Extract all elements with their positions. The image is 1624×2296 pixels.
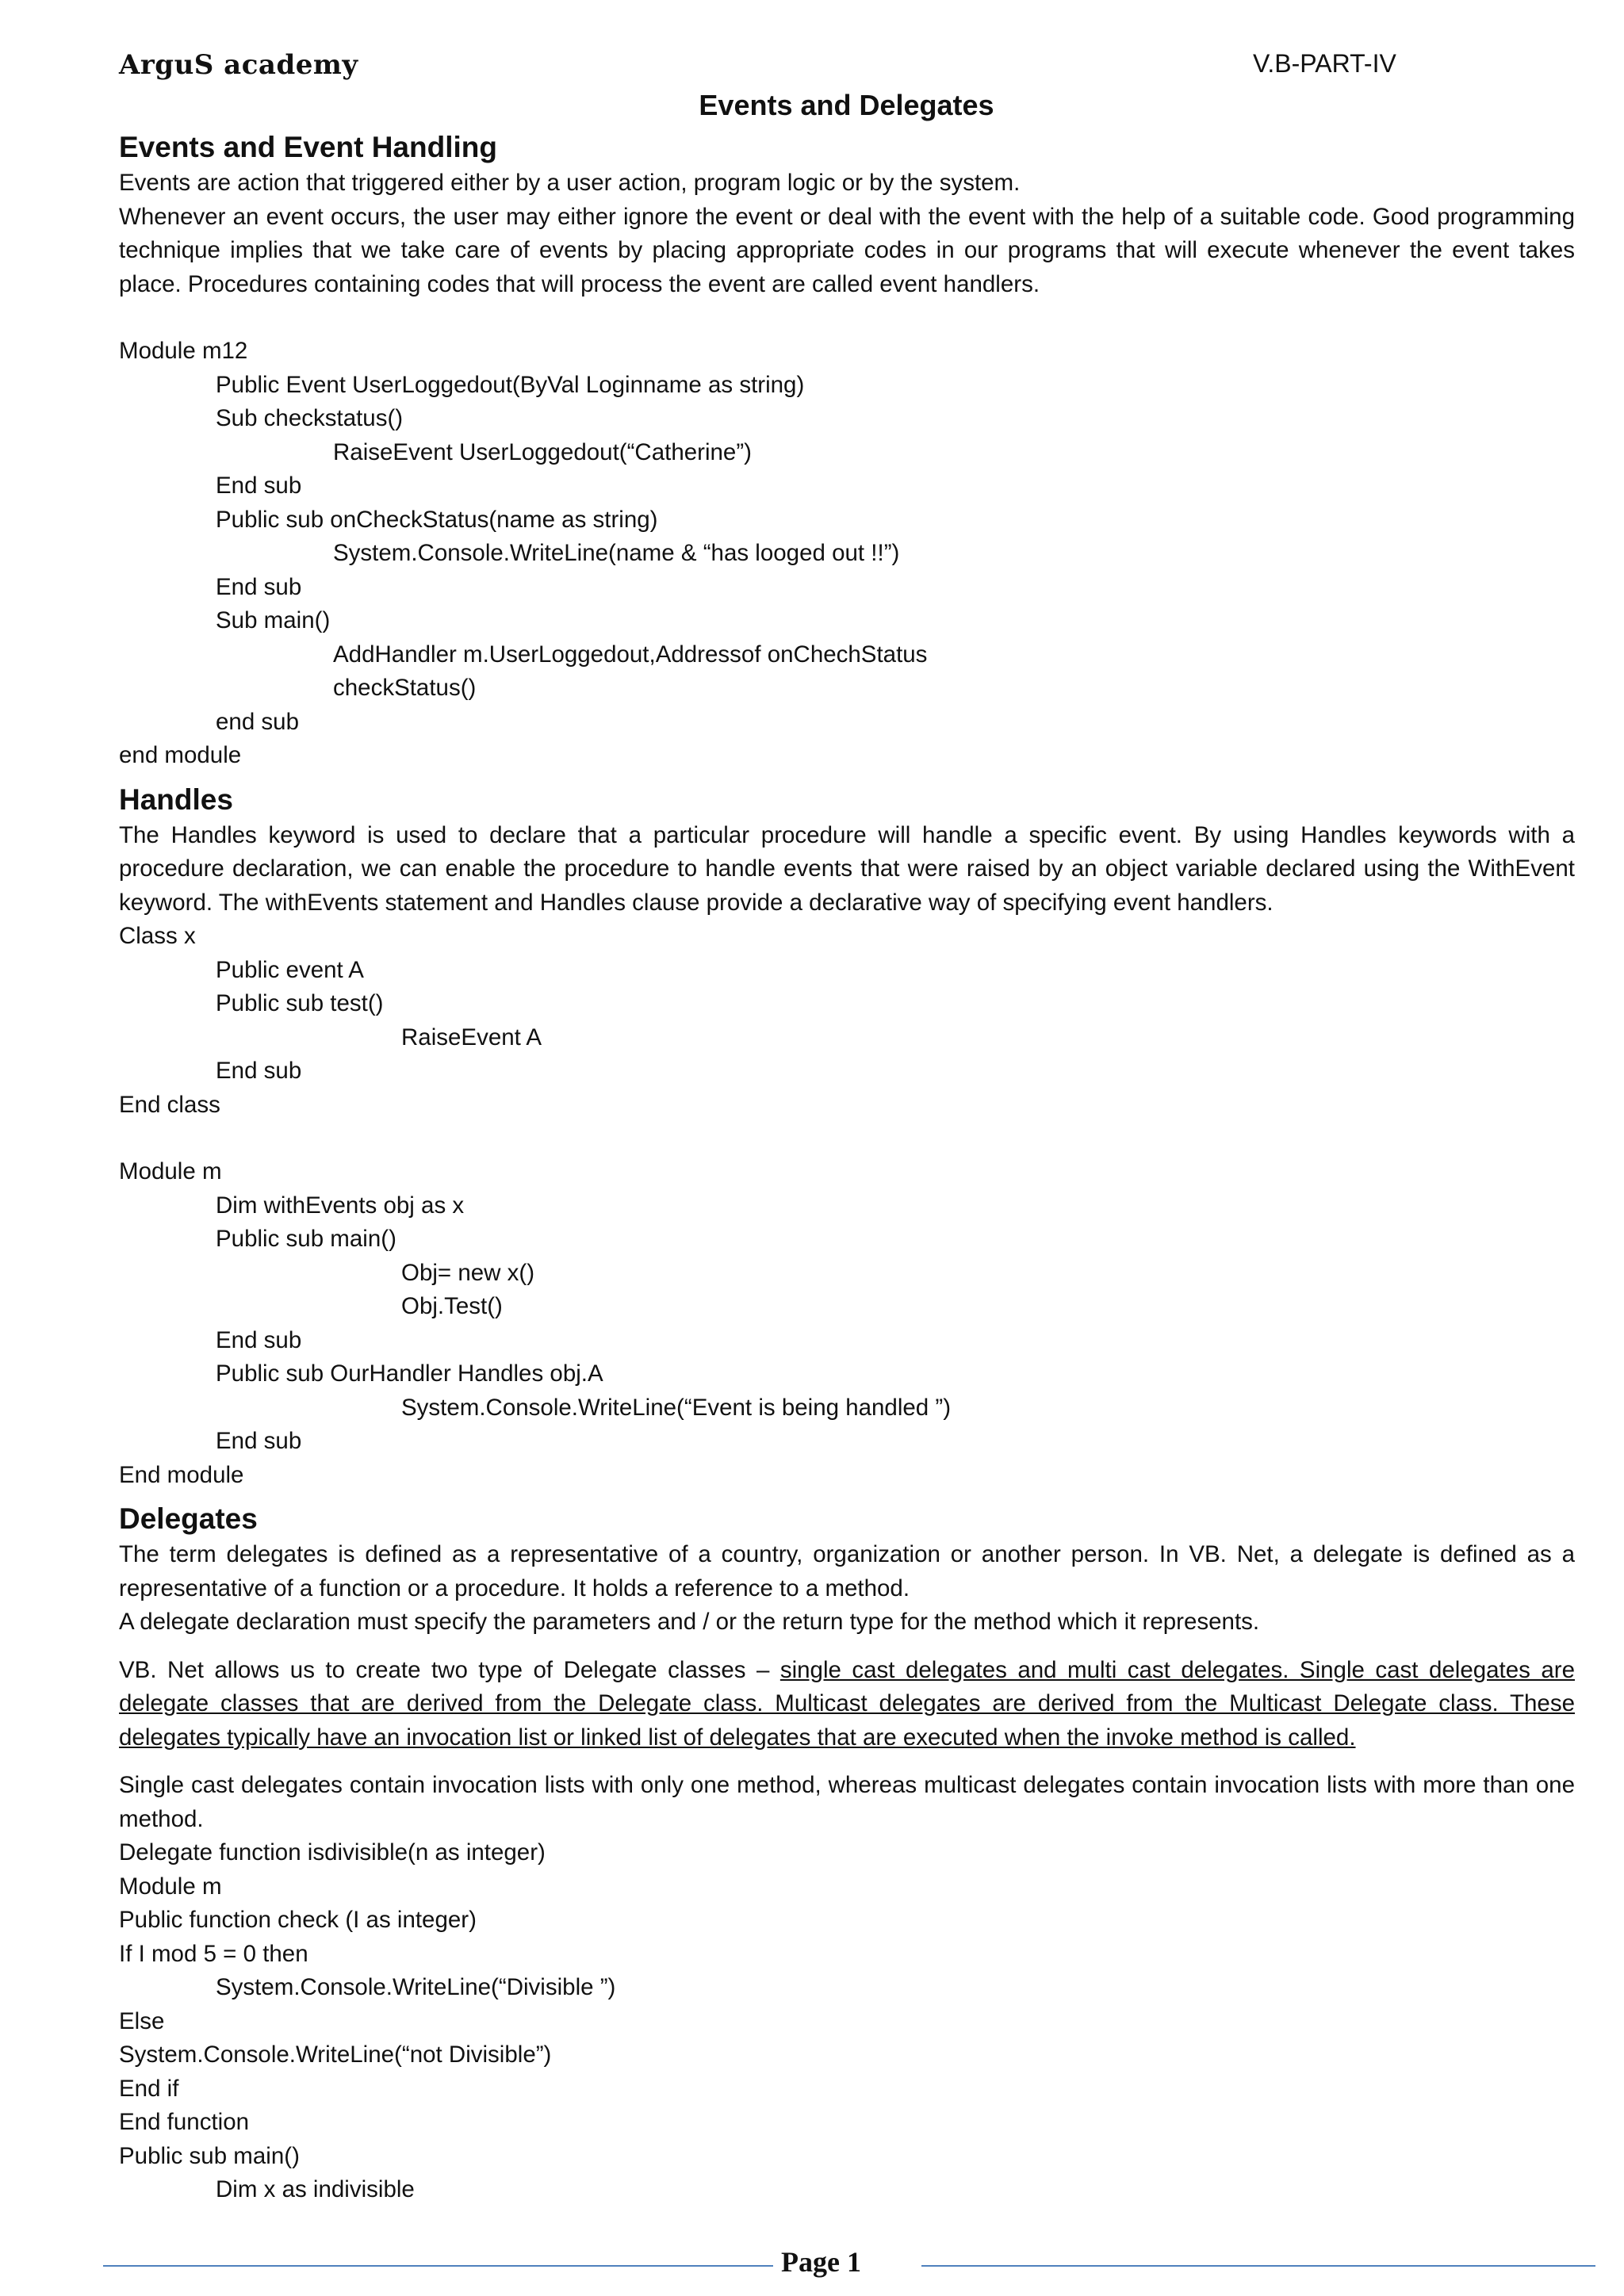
code-line: Public sub onCheckStatus(name as string) [216,506,658,533]
code-line: End sub [216,473,302,499]
document-title: Events and Delegates [699,89,994,121]
page-number: Page 1 [781,2246,861,2278]
code-line: Module m12 [119,338,248,364]
code-line: End sub [216,1428,302,1454]
code-line: Public sub main() [216,1226,396,1252]
code-line: Module m [119,1158,222,1184]
code-block-delegates [119,1836,1575,2207]
part-label: V.B-PART-IV [1253,49,1396,78]
code-line: End module [119,1461,244,1488]
code-line: Public event A [216,956,364,983]
code-line: System.Console.WriteLine(name & “has looged out !!”) [333,540,900,566]
code-line: End sub [216,573,302,600]
code-line: Obj= new x() [401,1259,535,1286]
code-line: RaiseEvent UserLoggedout(“Catherine”) [333,438,752,465]
code-line: Class x [119,923,196,949]
code-line: Module m [119,1873,222,1900]
code-line: Public Event UserLoggedout(ByVal Loginname as string) [216,371,805,398]
section-heading-events: Events and Event Handling [119,131,497,163]
delegates-types-paragraph [119,1654,1575,1755]
footer-rule-left [103,2265,773,2267]
code-line: Else [119,2007,165,2034]
document-body [119,128,1575,2207]
code-line: If I mod 5 = 0 then [119,1940,308,1967]
footer-rule-right [921,2265,1595,2267]
code-line: End if [119,2075,179,2102]
delegates-declaration: A delegate declaration must specify the parameters and / or the return type for the method which it represents. [119,1609,1260,1635]
code-line: End function [119,2109,250,2135]
code-line: End sub [216,1058,302,1084]
events-paragraph: Whenever an event occurs, the user may either ignore the event or deal with the event with the help of a suitable code. Good programming technique implies that we take care of events by placing appropriate codes in our programs that will execute whenever the event takes place. Procedures containing codes that will process the event are called event handlers. [119,203,1575,297]
code-line: checkStatus() [333,675,477,701]
section-heading-delegates: Delegates [119,1502,258,1535]
code-line: System.Console.WriteLine(“Divisible ”) [216,1974,616,2000]
code-line: Dim withEvents obj as x [216,1192,465,1219]
code-line: Public function check (I as integer) [119,1907,477,1933]
code-line: Sub main() [216,607,331,633]
code-line: AddHandler m.UserLoggedout,Addressof onChechStatus [333,641,928,668]
code-line: Sub checkstatus() [216,405,404,431]
code-line: Public sub main() [119,2142,300,2169]
code-line: end module [119,742,242,768]
delegates-invocation-paragraph: Single cast delegates contain invocation lists with only one method, whereas multicast delegates contain invocation lists with more than one method. [119,1772,1575,1832]
delegates-types-intro: VB. Net allows us to create two type of Delegate classes – [119,1656,780,1683]
code-line: Public sub test() [216,990,384,1016]
code-line: Dim x as indivisible [216,2176,415,2202]
code-block-events [119,335,1575,773]
academy-name: ArguS academy [119,49,358,81]
code-line: RaiseEvent A [401,1024,542,1050]
code-line: Delegate function isdivisible(n as integer) [119,1839,546,1866]
handles-paragraph: The Handles keyword is used to declare that a particular procedure will handle a specific event. By using Handles keywords with a procedure declaration, we can enable the procedure to handle events that were raised by an object variable declared using the WithEvent keyword. The withEvents statement and Handles clause provide a declarative way of specifying event handlers. [119,821,1575,916]
code-line: System.Console.WriteLine(“Event is being handled ”) [401,1394,952,1421]
code-line: Public sub OurHandler Handles obj.A [216,1360,603,1387]
delegates-definition: The term delegates is defined as a representative of a country, organization or another person. In VB. Net, a delegate is defined as a representative of a function or a procedure. It holds a reference to a method. [119,1541,1575,1601]
code-line: End class [119,1091,220,1118]
code-block-module-m [119,1155,1575,1492]
section-heading-handles: Handles [119,783,233,816]
events-intro: Events are action that triggered either by a user action, program logic or by the system. [119,170,1021,196]
code-block-class-x [119,920,1575,1122]
code-line: End sub [216,1326,302,1353]
delegates-types-underlined: single cast delegates and multi cast delegates. Single cast delegates are delegate classes that are derived from the Delegate class. Multicast delegates are derived from the Multicast Delegate class. These delegates typically have an invocation list or linked list of delegates that are executed when the invoke method is called. [119,1656,1575,1751]
code-line: Obj.Test() [401,1293,503,1319]
code-line: end sub [216,708,299,735]
code-line: System.Console.WriteLine(“not Divisible”) [119,2042,552,2068]
